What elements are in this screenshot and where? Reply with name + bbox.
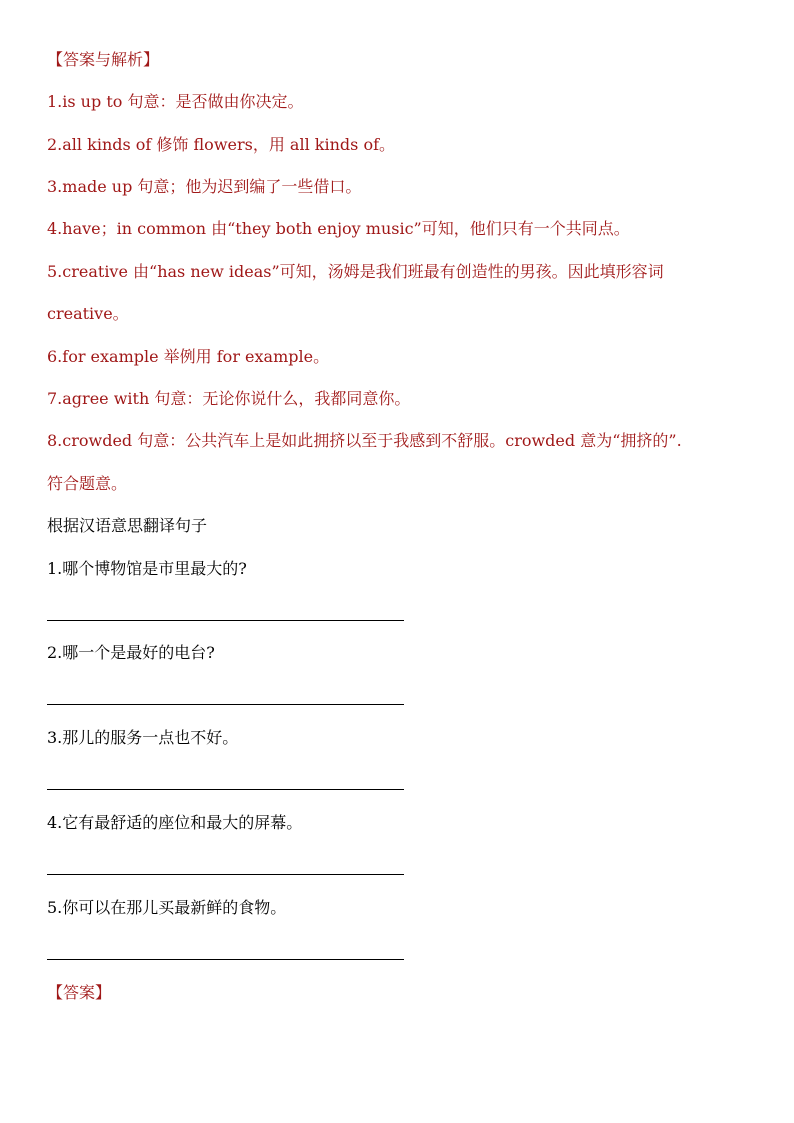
answer-line-2: 2.all kinds of 修饰 flowers，用 all kinds of。: [47, 135, 395, 154]
answer-line-8: 8.crowded 句意：公共汽车上是如此拥挤以至于我感到不舒服。crowded 意为“拥挤的”.: [47, 431, 682, 450]
answer-header: 【答案】: [47, 983, 112, 1002]
section-title: 根据汉语意思翻译句子: [47, 516, 208, 535]
question-1: 1.哪个博物馆是市里最大的?: [47, 559, 247, 578]
question-4: 4.它有最舒适的座位和最大的屏幕。: [47, 813, 303, 832]
question-5: 5.你可以在那儿买最新鲜的食物。: [47, 898, 287, 917]
question-2: 2.哪一个是最好的电台?: [47, 643, 215, 662]
answer-line-1: 1.is up to 句意：是否做由你决定。: [47, 92, 304, 111]
answer-blank-4[interactable]: [47, 874, 404, 875]
answer-line-4: 4.have；in common 由“they both enjoy music”可知，他们只有一个共同点。: [47, 219, 630, 238]
answer-line-5-continued: creative。: [47, 304, 129, 323]
answer-line-3: 3.made up 句意；他为迟到编了一些借口。: [47, 177, 362, 196]
answer-blank-3[interactable]: [47, 789, 404, 790]
answer-blank-2[interactable]: [47, 704, 404, 705]
answer-blank-1[interactable]: [47, 620, 404, 621]
answer-line-7: 7.agree with 句意：无论你说什么，我都同意你。: [47, 389, 411, 408]
answer-line-5: 5.creative 由“has new ideas”可知，汤姆是我们班最有创造性的男孩。因此填形容词: [47, 262, 664, 281]
answer-blank-5[interactable]: [47, 959, 404, 960]
analysis-header: 【答案与解析】: [47, 50, 160, 69]
answer-line-6: 6.for example 举例用 for example。: [47, 347, 330, 366]
answer-line-8-continued: 符合题意。: [47, 474, 128, 493]
question-3: 3.那儿的服务一点也不好。: [47, 728, 239, 747]
